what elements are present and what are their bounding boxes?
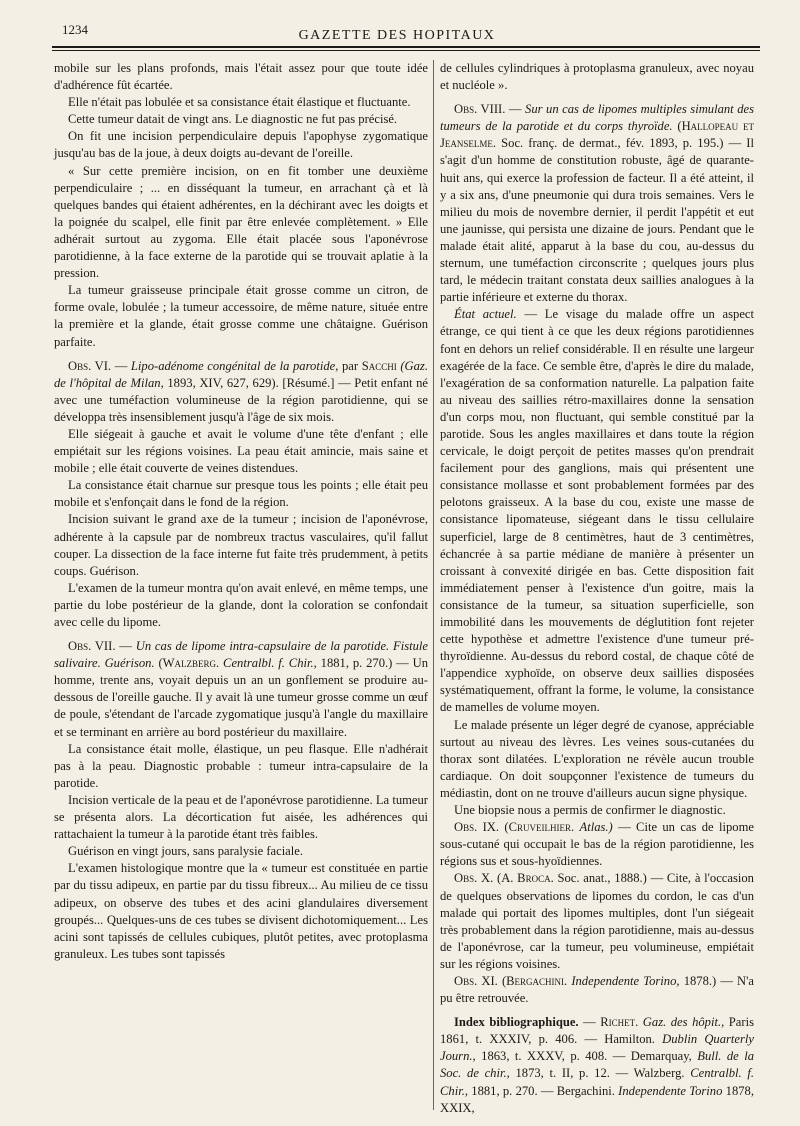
index-label: Index bibliographique. bbox=[454, 1015, 579, 1030]
index-text: 1878, XXIX, bbox=[440, 1083, 754, 1115]
obs-label: Obs. VII. — bbox=[68, 639, 132, 654]
obs-source: (Gaz. de l'hôpital de Milan, bbox=[54, 358, 428, 390]
obs-label: Obs. VIII. — bbox=[454, 102, 522, 117]
observation-9 bbox=[440, 819, 754, 870]
observation-6 bbox=[54, 358, 428, 426]
obs-text: Soc. anat., 1888.) — Cite, à l'occasion de quelques observations de lipomes du cordon, le cas d'un malade qui portait des lipomes multiples, dont l'un siégeait très probablement dans la région parotidienne, mais au-dessus de l'aponévrose, car la tumeur, peu volumineuse, empiétait sur les régions voisines. bbox=[440, 871, 754, 971]
header-rule-thin bbox=[52, 50, 760, 51]
paragraph: Elle siégeait à gauche et avait le volume d'une tête d'enfant ; elle empiétait sur les régions voisines. La peau était amincie, mais saine et mobile ; elle était couverte de veines distendues. bbox=[54, 426, 428, 476]
column-divider bbox=[433, 60, 434, 1110]
index-bibliographique bbox=[440, 1014, 754, 1117]
paragraph: Cette tumeur datait de vingt ans. Le diagnostic ne fut pas précisé. bbox=[68, 112, 398, 127]
obs-label: Obs. XI. bbox=[454, 973, 498, 988]
index-source: Centralbl. f. Chir., bbox=[440, 1066, 754, 1098]
paragraph: Incision verticale de la peau et de l'aponévrose parotidienne. La tumeur se présenta alors. La décortication fut aisée, les adhérences qui rattachaient la tumeur à la parotide étant très faibles. bbox=[54, 792, 428, 842]
obs-title: Un cas de lipome intra-capsulaire de la parotide. Fistule salivaire. Guérison. bbox=[54, 639, 429, 671]
obs-label: Obs. X. bbox=[454, 871, 494, 886]
obs-author: (Cruveilhier. bbox=[504, 820, 575, 835]
obs-label: Obs. IX. bbox=[454, 820, 500, 835]
obs-source: Independente Torino, bbox=[571, 973, 680, 988]
obs-text: 1878.) — N'a pu être retrouvée. bbox=[440, 973, 754, 1006]
index-source: Bull. de la Soc. de chir., bbox=[440, 1049, 754, 1081]
paragraph: L'examen de la tumeur montra qu'on avait enlevé, en même temps, une partie du lobe postérieur de la glande, dont la coloration se confondait avec celle du lipome. bbox=[54, 580, 428, 629]
left-column bbox=[54, 60, 428, 963]
index-text: 1881, p. 270. — Bergachini. bbox=[471, 1083, 615, 1098]
obs-author: (Walzberg. bbox=[158, 656, 220, 671]
paragraph: mobile sur les plans profonds, mais l'était assez pour que toute idée d'adhérence fût écartée. bbox=[54, 61, 428, 93]
observation-7 bbox=[54, 638, 428, 741]
obs-source: Centralbl. f. Chir., bbox=[223, 656, 317, 671]
obs-author: (Hallopeau et Jeanselme. bbox=[440, 119, 754, 151]
index-text: — Richet. bbox=[583, 1015, 639, 1030]
observation-11 bbox=[440, 973, 754, 1007]
obs-text: — Cite un cas de lipome sous-cutané qui occupait le bas de la région parotidienne, les régions sus et sous-hyoïdiennes. bbox=[440, 820, 754, 869]
obs-text: 1881, p. 270.) — Un homme, trente ans, voyait depuis un an un gonflement se produire au-dessous de l'oreille gauche. Il y avait là une tumeur grosse comme un œuf de poule, s'étendant de l'arcade zygomatique jusqu'à l'angle du maxillaire et se terminant en arrière au bord postérieur du maxillaire. bbox=[54, 656, 428, 739]
etat-label: État actuel. bbox=[454, 307, 517, 322]
header-rule bbox=[52, 46, 760, 48]
index-text: 1873, t. II, p. 12. — Walzberg. bbox=[515, 1066, 685, 1081]
obs-title: Sur un cas de lipomes multiples simulant des tumeurs de la parotide et du corps thyroïde. bbox=[440, 102, 754, 134]
paragraph: « Sur cette première incision, on en fit tomber une deuxième perpendiculaire ; ... en disséquant la tumeur, en arrachant çà et là quelques bandes qui étaient adhérentes, en la déchirant avec les doigts et la poignée du scalpel, elle finit par être enlevée complètement. » Elle adhérait surtout au zygoma. Elle était placée sous l'aponévrose parotidienne, à la face externe de la parotide qui se trouvait aplatie à la pression. bbox=[54, 163, 428, 281]
index-source: Independente Torino bbox=[618, 1083, 723, 1098]
journal-title: GAZETTE DES HOPITAUX bbox=[298, 28, 496, 43]
paragraph: de cellules cylindriques à protoplasma granuleux, avec noyau et nucléole ». bbox=[440, 61, 754, 93]
etat-actuel bbox=[440, 306, 754, 716]
paragraph: L'examen histologique montre que la « tumeur est constituée en partie par du tissu adipeux, en partie par du tissu fibreux... Au milieu de ce tissu adipeux, on observe des tubes et des acini glandulaires diversement groupés... Quelques-uns de ces tubes se divisent dichotomiquement... Les acini sont tapissés de cellules cubiques, plutôt petites, avec protoplasma granuleux. Les tubes sont tapissés bbox=[54, 861, 428, 961]
paragraph: Elle n'était pas lobulée et sa consistance était élastique et fluctuante. bbox=[68, 95, 411, 110]
page-number: 1234 bbox=[62, 22, 88, 37]
paragraph: La consistance était molle, élastique, un peu flasque. Elle n'adhérait pas à la peau. Diagnostic probable : tumeur intra-capsulaire de la parotide. bbox=[54, 741, 428, 790]
obs-par: par bbox=[341, 358, 359, 373]
obs-label: Obs. VI. — bbox=[68, 358, 128, 373]
index-source: Dublin Quarterly Journ., bbox=[440, 1032, 754, 1064]
obs-author: (Bergachini. bbox=[501, 973, 568, 988]
etat-text: — Le visage du malade offre un aspect étrange, ce qui tient à ce que les deux régions parotidiennes font en dehors un relief considérable. Il en résulte une largeur exagérée de la face. Ce semble être, d'après le dire du malade, l'exagération de sa conformation naturelle. La palpation faite au niveau des saillies rétro-maxillaires donne la sensation d'un corps mou, non fluctuant, qui semble constitué par la parotide. Sous les angles maxillaires et dans toute la région cervicale, le doigt perçoit de petites masses qu'on prendrait facilement pour des ganglions, mais qui présentent une consistance mollasse et sont probablement formées par des pelotons graisseux. A la base du cou, existe une masse de consistance lipomateuse, siégeant dans le tissu cellulaire superficiel, large de 8 centimètres, haut de 3 centimètres, échancrée à sa partie médiane de manière à présenter un croissant à convexité dirigée en bas. Cette disposition fait immédiatement penser à l'existence d'un goitre, mais la consistance de la tumeur, sa situation superficielle, son immobilité dans les mouvements de déglutition font rejeter cette hypothèse et admettre l'existence d'une tumeur pré-thyroïdienne. Au-dessus du rebord costal, de chaque côté de l'appendice xyphoïde, on observe deux saillies disposées systématiquement, offrant la forme, le volume, la consistance de mamelles de volume moyen. bbox=[440, 307, 755, 715]
obs-text: 1893, XIV, 627, 629). [Résumé.] — Petit enfant né avec une tuméfaction volumineuse de la région parotidienne, qui se développa très insensiblement jusqu'à l'âge de six mois. bbox=[54, 375, 428, 424]
paragraph: Le malade présente un léger degré de cyanose, appréciable surtout au niveau des lèvres. Les veines sous-cutanées du thorax sont dilatées. L'exploration ne révèle aucun trouble cardiaque. On doit soupçonner l'existence de tumeurs du médiastin, dont on ne trouve d'ailleurs aucun signe physique. bbox=[440, 717, 754, 800]
page-header bbox=[52, 16, 742, 46]
paragraph: Incision suivant le grand axe de la tumeur ; incision de l'aponévrose, adhérente à la capsule par de nombreux tractus vasculaires, qu'il fallut couper. La dissection de la face interne fut faite très prudemment, à petits coups. Guérison. bbox=[54, 512, 428, 578]
obs-source: Atlas.) bbox=[579, 820, 613, 835]
paragraph: On fit une incision perpendiculaire depuis l'apophyse zygomatique jusqu'au bas de la joue, à deux doigts au-devant de l'oreille. bbox=[54, 129, 428, 161]
paragraph: La consistance était charnue sur presque tous les points ; elle était peu mobile et s'enfonçait dans le fond de la région. bbox=[54, 478, 428, 510]
right-column bbox=[440, 60, 754, 1117]
paragraph: Guérison en vingt jours, sans paralysie faciale. bbox=[68, 844, 304, 859]
obs-author: (A. Broca. bbox=[497, 871, 554, 886]
obs-title: Lipo-adénome congénital de la parotide, bbox=[130, 358, 339, 373]
paragraph: La tumeur graisseuse principale était grosse comme un citron, de forme ovale, lobulée ; la tumeur accessoire, de même nature, située entre la première et la glande, était grosse comme une châtaigne. Guérison parfaite. bbox=[54, 283, 428, 349]
paragraph: Une biopsie nous a permis de confirmer le diagnostic. bbox=[454, 803, 726, 818]
obs-text: Soc. franç. de dermat., fév. 1893, p. 195.) — Il s'agit d'un homme de constitution robuste, âgé de quarante-huit ans, qui exerce la profession de facteur. Il a été atteint, il y a six ans, d'une pneumonie qui dura trois semaines. Vers le milieu du mois de novembre dernier, il perdit l'appétit et eut une jaunisse, qui persista une dizaine de jours. Pendant que le malade était alité, apparut à la base du cou, au-dessus du sternum, une tuméfaction circonscrite ; quelques jours plus tard, le médecin traitant constata deux saillies analogues à la partie inférieure et externe du thorax. bbox=[440, 136, 754, 305]
observation-10 bbox=[440, 870, 754, 973]
obs-author: Sacchi bbox=[361, 358, 397, 373]
index-text: 1863, t. XXXV, p. 408. — Demarquay, bbox=[481, 1049, 692, 1064]
observation-8 bbox=[440, 101, 754, 306]
index-source: Gaz. des hôpit., bbox=[642, 1015, 725, 1030]
index-text: Paris 1861, t. XXXIV, p. 406. — Hamilton. bbox=[440, 1015, 754, 1047]
